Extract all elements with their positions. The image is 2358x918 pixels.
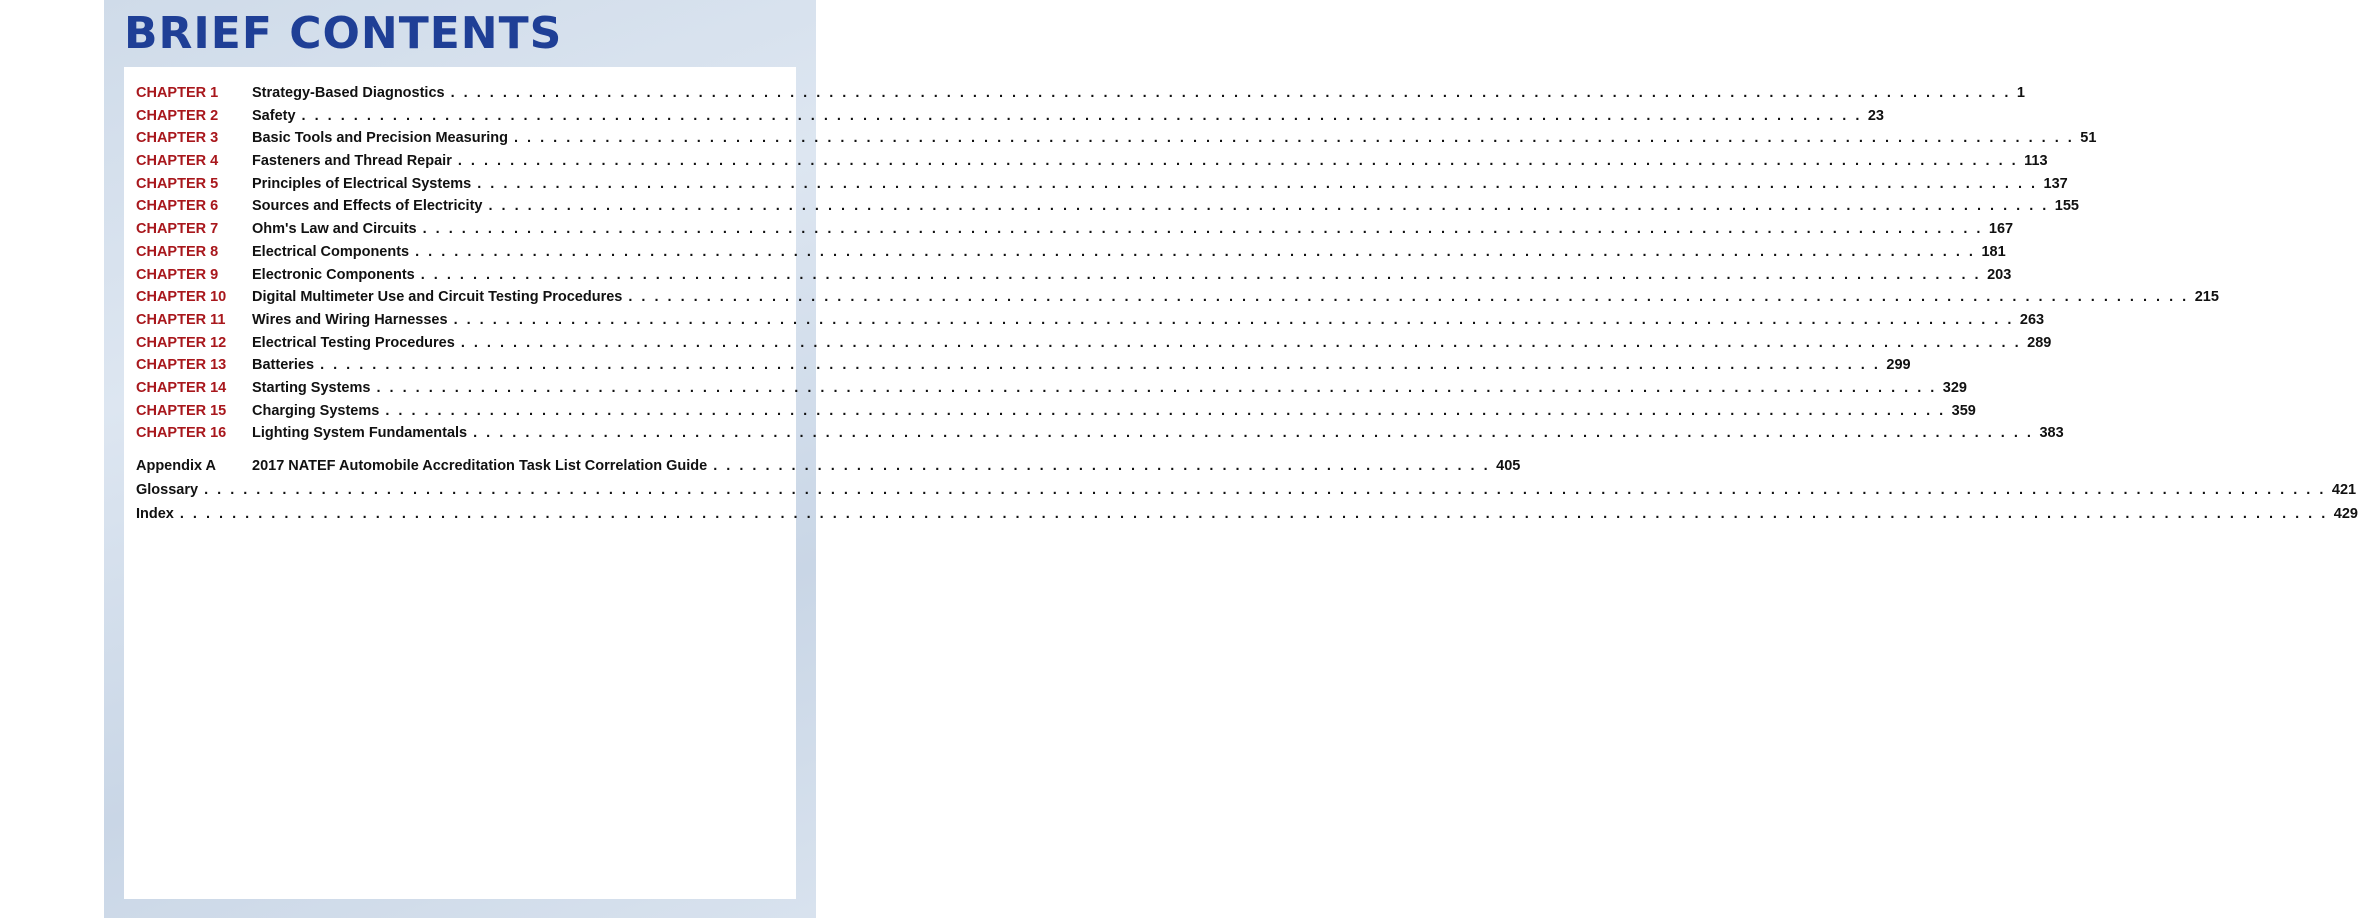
chapter-label: CHAPTER 5 xyxy=(136,175,219,192)
toc-entry-chapter-16[interactable] xyxy=(136,425,2064,448)
toc-entry-chapter-10[interactable] xyxy=(136,289,2219,312)
chapter-title: Fasteners and Thread Repair xyxy=(252,153,452,170)
chapter-label: CHAPTER 2 xyxy=(136,107,219,124)
toc-entry-chapter-8[interactable] xyxy=(136,243,2006,267)
chapter-page: 155 xyxy=(2054,198,2079,215)
dot-leader: . . . . . . . . . . . . . . . . . . . . . . . . . . . . . . . . . . . . . . . . . . . . . . . . . . . . . . . . . . . . . . . . . . . . . . . . . . . . . . . . . . . . . . . . . . . . . . . . . . . . . . . . . . . . . . . . . . . . . . . . xyxy=(488,198,2049,215)
chapter-page: 23 xyxy=(1867,107,1884,124)
contents-panel xyxy=(124,67,2358,899)
glossary-title: Glossary xyxy=(136,482,199,498)
chapter-label: CHAPTER 10 xyxy=(136,289,227,306)
table-of-contents xyxy=(136,85,2358,530)
chapter-page: 289 xyxy=(2027,334,2052,351)
appendix-label: Appendix A xyxy=(136,458,217,474)
chapter-label: CHAPTER 7 xyxy=(136,221,219,238)
chapter-title: Electronic Components xyxy=(252,266,415,283)
toc-entry-chapter-13[interactable] xyxy=(136,357,1911,380)
chapter-title: Charging Systems xyxy=(252,402,380,419)
chapter-title: Sources and Effects of Electricity xyxy=(252,198,483,215)
chapter-label: CHAPTER 14 xyxy=(136,379,227,396)
toc-entry-chapter-11[interactable] xyxy=(136,311,2045,335)
dot-leader: . . . . . . . . . . . . . . . . . . . . . . . . . . . . . . . . . . . . . . . . . . . . . . . . . . . . . . . . . . . . . . . . . . . . . . . . . . . . . . . . . . . . . . . . . . . . . . . . . . . . . . . . . . . . . . . . . . . . . . . . xyxy=(513,130,2075,147)
chapter-title: Batteries xyxy=(252,357,315,374)
chapter-page: 383 xyxy=(2039,425,2064,442)
chapter-label: CHAPTER 1 xyxy=(136,85,219,101)
dot-leader: . . . . . . . . . . . . . . . . . . . . . . . . . . . . . . . . . . . . . . . . . . . . . . . . . . . . . . . . . . . . . . . . . . . . . . . . . . . . . . . . . . . . . . . . . . . . . . . . . . . . . . . . . . . . . . . . . . . . . . . . xyxy=(460,334,2022,351)
chapter-page: 137 xyxy=(2043,175,2068,192)
appendix-title: 2017 NATEF Automobile Accreditation Task List Correlation Guide xyxy=(252,458,708,474)
toc-entry-chapter-14[interactable] xyxy=(136,379,1967,403)
dot-leader: . . . . . . . . . . . . . . . . . . . . . . . . . . . . . . . . . . . . . . . . . . . . . . . . . . . . . . . . . . . . . . . . . . . . . . . . . . . . . . . . . . . . . . . . . . . . . . . . . . . . . . . . . . . . . . . . . . . . . . . . xyxy=(376,379,1937,396)
chapter-page: 329 xyxy=(1942,379,1967,396)
chapter-page: 263 xyxy=(2019,311,2045,328)
dot-leader: . . . . . . . . . . . . . . . . . . . . . . . . . . . . . . . . . . . . . . . . . . . . . . . . . . . . . . . . . . . . . . . . . . . . . . . . . . . . . . . . . . . . . . . . . . . . . . . . . . . . . . . . . . . . . . . . . . . . . . . . xyxy=(415,243,1976,260)
dot-leader: . . . . . . . . . . . . . . . . . . . . . . . . . . . . . . . . . . . . . . . . . . . . . . . . . . . . . . . . . . . . . . . . . . . . . . . . . . . . . . . . . . . . . . . . . . . . . . . . . . . . . . . . . . . . . . . . . . . . . . . . . . . . . . . . . . . . . . . . . . . . . . . . . . . . . . . . . . . . . . . . . . . xyxy=(204,482,2326,498)
dot-leader: . . . . . . . . . . . . . . . . . . . . . . . . . . . . . . . . . . . . . . . . . . . . . . . . . . . . . . . . . . . . . . . . . . . . . . . . . . . . . . . . . . . . . . . . . . . . . . . . . . . . . . . . . . . . . . . . . . . . . . . . xyxy=(420,266,1982,283)
toc-entry-chapter-12[interactable] xyxy=(136,334,2052,358)
toc-entry-chapter-7[interactable] xyxy=(136,221,2014,244)
dot-leader: . . . . . . . . . . . . . . . . . . . . . . . . . . . . . . . . . . . . . . . . . . . . . . . . . . . . . . . . . . . . . . . . . . . . . . . . . . . . . . . . . . . . . . . . . . . . . . . . . . . . . . . . . . . . . . . . . . . . . . . . xyxy=(385,402,1946,419)
toc-entry-chapter-1[interactable] xyxy=(136,85,2025,108)
dot-leader: . . . . . . . . . . . . . . . . . . . . . . . . . . . . . . . . . . . . . . . . . . . . . . . . . . . . . . . . . . . . . . . . . . . . . . . . . . . . . . . . . . . . . . . . . . . . . . . . . . . . . . . . . . . . . . . . . . . . . . . . xyxy=(320,357,1881,374)
chapter-title: Wires and Wiring Harnesses xyxy=(252,311,448,328)
chapter-page: 167 xyxy=(1988,221,2014,238)
chapter-title: Ohm's Law and Circuits xyxy=(252,221,417,238)
toc-entry-glossary[interactable] xyxy=(136,482,2357,506)
toc-entry-chapter-2[interactable] xyxy=(136,107,1884,131)
chapter-title: Lighting System Fundamentals xyxy=(252,425,468,442)
chapter-page: 51 xyxy=(2080,130,2097,147)
chapter-title: Starting Systems xyxy=(252,379,371,396)
chapter-title: Safety xyxy=(252,107,296,124)
dot-leader: . . . . . . . . . . . . . . . . . . . . . . . . . . . . . . . . . . . . . . . . . . . . . . . . . . . . . . . . . . . . . . . . . . . . . . . . . . . . . . . . . . . . . . . . . . . . . . . . . . . . . . . . . . . . . . . . . . . . . . . . . . . . . . . . . . . . . . . . . . . . . . . . . . . . . . . . . . . . . . . . . . . . . xyxy=(179,506,2328,522)
chapter-label: CHAPTER 15 xyxy=(136,402,227,419)
toc-entry-chapter-15[interactable] xyxy=(136,402,1976,426)
appendix-page: 405 xyxy=(1496,458,1521,474)
chapter-label: CHAPTER 13 xyxy=(136,357,227,374)
chapter-page: 181 xyxy=(1981,243,2006,260)
dot-leader: . . . . . . . . . . . . . . . . . . . . . . . . . . . . . . . . . . . . . . . . . . . . . . . . . . . . . . . . . . . . . . . . . . . . . . . . . . . . . . . . . . . . . . . . . . . . . . . . . . . . . . . . . . . . . . . . . . . . . . . . xyxy=(453,311,2014,328)
page-title: BRIEF CONTENTS xyxy=(124,8,563,59)
chapter-page: 359 xyxy=(1951,402,1976,419)
dot-leader: . . . . . . . . . . . . . . . . . . . . . . . . . . . . . . . . . . . . . . . . . . . . . . . . . . . . . . . . . . . . . . . . . . . . . . . . . . . . . . . . . . . . . . . . . . . . . . . . . . . . . . . . . . . . . . . . . . . . . . . . xyxy=(628,289,2189,306)
toc-entry-chapter-5[interactable] xyxy=(136,175,2068,199)
chapter-page: 1 xyxy=(2016,85,2025,101)
dot-leader: . . . . . . . . . . . . . . . . . . . . . . . . . . . . . . . . . . . . . . . . . . . . . . . . . . . . . . . . . . . . . . . . . . . . . . . . . . . . . . . . . . . . . . . . . . . . . . . . . . . . . . . . . . . . . . . . . . . . . . . . xyxy=(473,425,2034,442)
index-title: Index xyxy=(136,506,174,522)
chapter-title: Basic Tools and Precision Measuring xyxy=(252,130,508,147)
dot-leader: . . . . . . . . . . . . . . . . . . . . . . . . . . . . . . . . . . . . . . . . . . . . . . . . . . . . . . . . . . . . . . . . . . . . . . . . . . . . . . . . . . . . . . . . . . . . . . . . . . . . . . . . . . . . . . . . . . . . . . . . xyxy=(477,175,2038,192)
chapter-title: Principles of Electrical Systems xyxy=(252,175,472,192)
dot-leader: . . . . . . . . . . . . . . . . . . . . . . . . . . . . . . . . . . . . . . . . . . . . . . . . . . . . . . . . . . . . . . . . . . . . . . . . . . . . . . . . . . . . . . . . . . . . . . . . . . . . . . . . . . . . . . . . . . . . . . . . xyxy=(457,153,2019,170)
chapter-page: 299 xyxy=(1886,357,1911,374)
toc-entry-appendix-a[interactable] xyxy=(136,458,1521,482)
index-page: 429 xyxy=(2333,506,2358,522)
chapter-label: CHAPTER 11 xyxy=(136,311,226,328)
dot-leader: . . . . . . . . . . . . . . . . . . . . . . . . . . . . . . . . . . . . . . . . . . . . . . . . . . . . . . . . . . . . xyxy=(713,458,1491,474)
toc-entry-chapter-9[interactable] xyxy=(136,266,2012,290)
chapter-page: 113 xyxy=(2024,153,2048,170)
glossary-page: 421 xyxy=(2331,482,2357,498)
chapter-page: 215 xyxy=(2194,289,2219,306)
chapter-title: Electrical Testing Procedures xyxy=(252,334,455,351)
chapter-label: CHAPTER 4 xyxy=(136,153,219,170)
dot-leader: . . . . . . . . . . . . . . . . . . . . . . . . . . . . . . . . . . . . . . . . . . . . . . . . . . . . . . . . . . . . . . . . . . . . . . . . . . . . . . . . . . . . . . . . . . . . . . . . . . . . . . . . . . . . . . . . . . . . . . . . xyxy=(450,85,2011,101)
chapter-title: Digital Multimeter Use and Circuit Testing Procedures xyxy=(252,289,623,306)
chapter-label: CHAPTER 6 xyxy=(136,198,219,215)
chapter-label: CHAPTER 12 xyxy=(136,334,227,351)
toc-entry-chapter-3[interactable] xyxy=(136,130,2097,153)
chapter-title: Electrical Components xyxy=(252,243,410,260)
chapter-title: Strategy-Based Diagnostics xyxy=(252,85,445,101)
chapter-label: CHAPTER 3 xyxy=(136,130,219,147)
toc-entry-chapter-6[interactable] xyxy=(136,198,2079,221)
chapter-label: CHAPTER 16 xyxy=(136,425,227,442)
dot-leader: . . . . . . . . . . . . . . . . . . . . . . . . . . . . . . . . . . . . . . . . . . . . . . . . . . . . . . . . . . . . . . . . . . . . . . . . . . . . . . . . . . . . . . . . . . . . . . . . . . . . . . . . . . . . . . . . . . . . . . . . xyxy=(422,221,1983,238)
toc-entry-index[interactable] xyxy=(136,506,2358,530)
chapter-label: CHAPTER 9 xyxy=(136,266,219,283)
chapter-label: CHAPTER 8 xyxy=(136,243,219,260)
dot-leader: . . . . . . . . . . . . . . . . . . . . . . . . . . . . . . . . . . . . . . . . . . . . . . . . . . . . . . . . . . . . . . . . . . . . . . . . . . . . . . . . . . . . . . . . . . . . . . . . . . . . . . . . . . . . . . . . . . . . . . . . xyxy=(301,107,1862,124)
chapter-page: 203 xyxy=(1987,266,2012,283)
toc-entry-chapter-4[interactable] xyxy=(136,153,2048,176)
